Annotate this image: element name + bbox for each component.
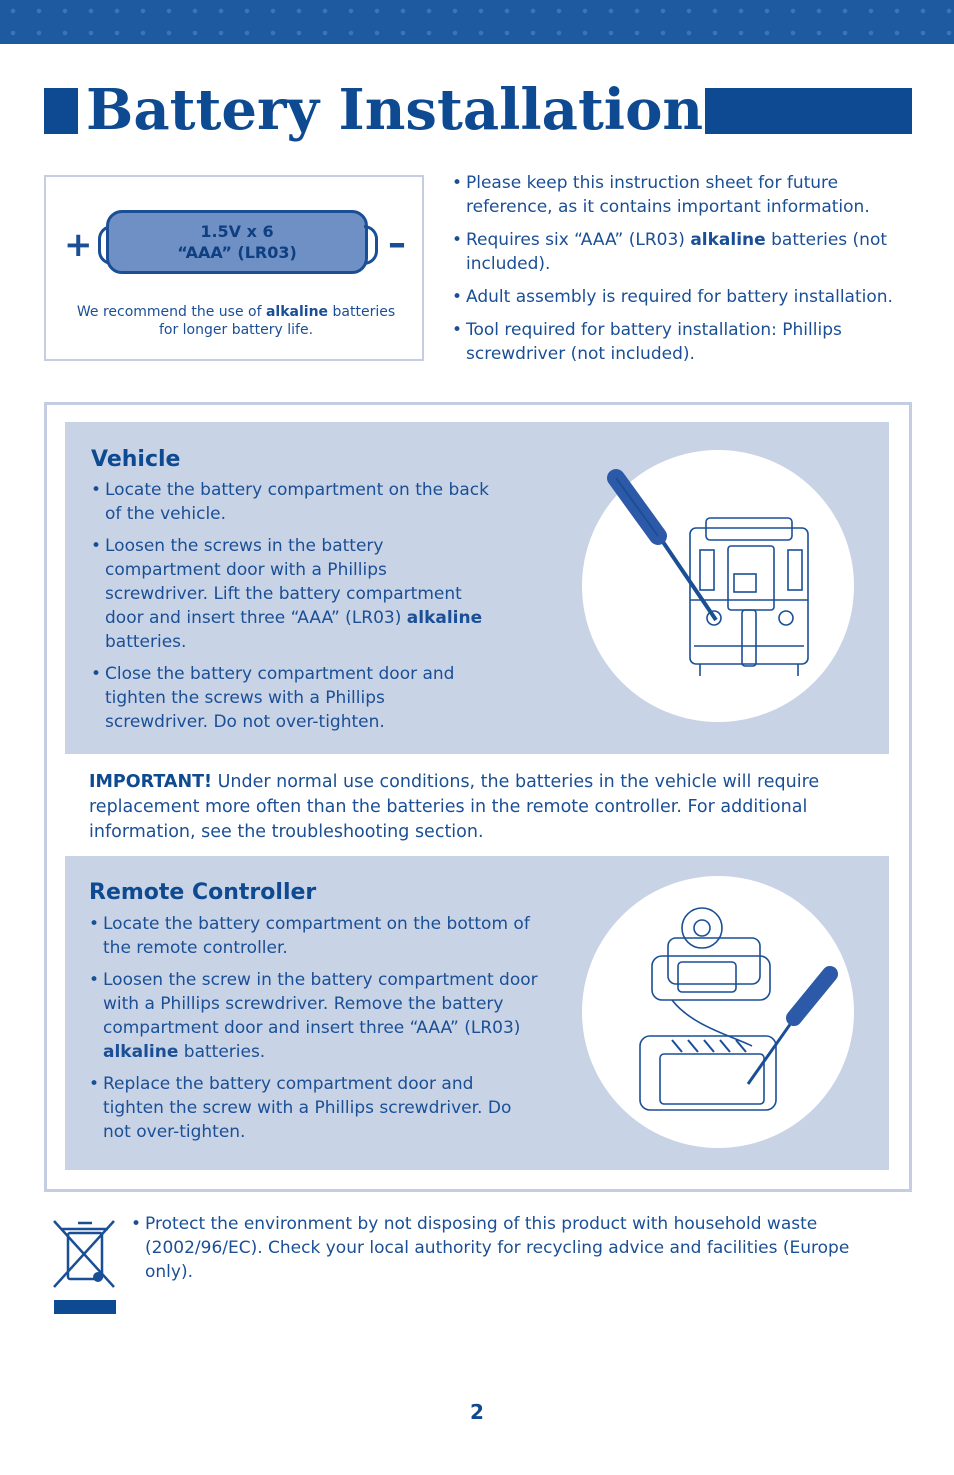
battery-type-label: “AAA” (LR03): [177, 243, 297, 262]
top-decorative-bar: [0, 0, 954, 44]
title-right-block: [705, 88, 912, 134]
list-item: • Please keep this instruction sheet for future reference, as it contains important information.: [452, 171, 922, 219]
list-item: • Loosen the screw in the battery compartment door with a Phillips screwdriver. Remove the battery compartment door and insert three “AAA” (LR03) alkaline batteries.: [89, 968, 539, 1064]
list-item: • Replace the battery compartment door and tighten the screw with a Phillips screwdriver. Do not over-tighten.: [89, 1072, 539, 1144]
environment-note: [131, 1212, 891, 1293]
crossed-out-wheelie-bin-icon: [52, 1215, 116, 1315]
battery-icon: [106, 210, 368, 274]
list-item: • Requires six “AAA” (LR03) alkaline batteries (not included).: [452, 228, 922, 276]
vehicle-title: Vehicle: [91, 447, 181, 472]
remote-steps: [89, 912, 539, 1152]
list-item: • Protect the environment by not disposing of this product with household waste (2002/96/EC). Check your local authority for recycling advice and facilities (Europe only).: [131, 1212, 891, 1284]
vehicle-back-icon: [582, 450, 854, 722]
title-row: [44, 77, 912, 143]
minus-sign: –: [388, 223, 406, 264]
top-bullet-list: [452, 171, 922, 375]
battery-recommendation: We recommend the use of alkaline batteries for longer battery life.: [76, 304, 396, 338]
remote-illustration: [582, 876, 854, 1148]
battery-right-cap: [364, 225, 378, 265]
battery-info-box: [44, 175, 424, 361]
title-left-block: [44, 88, 78, 134]
important-note: IMPORTANT! Under normal use conditions, the batteries in the vehicle will require replacement more often than the batteries in the remote controller. For additional information, see the troubleshooting section.: [89, 772, 820, 842]
page-number: 2: [470, 1400, 484, 1424]
battery-voltage-label: 1.5V x 6: [200, 222, 274, 241]
remote-controller-icon: [582, 876, 854, 1148]
list-item: • Tool required for battery installation: Phillips screwdriver (not included).: [452, 318, 922, 366]
plus-sign: +: [64, 225, 93, 265]
list-item: • Locate the battery compartment on the bottom of the remote controller.: [89, 912, 539, 960]
page-title: Battery Installation: [86, 77, 704, 143]
screwdriver-icon: [616, 478, 716, 620]
vehicle-steps: [91, 478, 491, 742]
screwdriver-icon: [748, 974, 830, 1084]
list-item: • Close the battery compartment door and tighten the screws with a Phillips screwdriver. Do not over-tighten.: [91, 662, 491, 734]
list-item: • Loosen the screws in the battery compartment door with a Phillips screwdriver. Lift the battery compartment door and insert three “AAA” (LR03) alkaline batteries.: [91, 534, 491, 654]
remote-title: Remote Controller: [89, 880, 317, 905]
list-item: • Locate the battery compartment on the back of the vehicle.: [91, 478, 491, 526]
recycle-bar: [54, 1300, 116, 1314]
vehicle-illustration: [582, 450, 854, 722]
list-item: • Adult assembly is required for battery installation.: [452, 285, 922, 309]
